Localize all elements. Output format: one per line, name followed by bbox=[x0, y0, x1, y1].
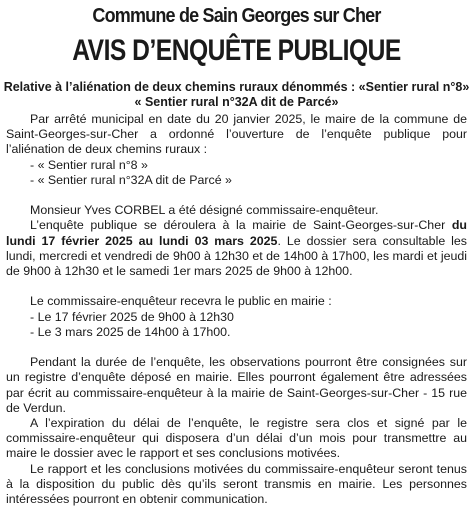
list-item: - Le 17 février 2025 de 9h00 à 12h30 bbox=[30, 309, 234, 324]
paragraph-reception: Le commissaire-enquêteur recevra le public en mairie : bbox=[30, 294, 332, 309]
notice-subject: Relative à l’aliénation de deux chemins ruraux dénommés : «Sentier rural n°8» « Sentier rural n°32A dit de Parcé» bbox=[3, 80, 470, 109]
paragraph-expiration: A l’expiration du délai de l’enquête, le registre sera clos et signé par le commissaire-enquêteur qui disposera d’un délai d’un mois pour transmettre au maire le dossier avec le rapport et ses conclusions motivées. bbox=[6, 416, 467, 461]
list-item: - « Sentier rural n°8 » bbox=[30, 157, 148, 172]
schedule-text-end: . Le dossier sera consultable les lundi, mercredi et vendredi de 9h00 à 12h30 et de 14h00 à 17h00, les mardi et jeudi de 9h00 à 12h30 et le samedi 1er mars 2025 de 9h00 à 12h00. bbox=[6, 233, 467, 279]
commune-name: Commune de Sain Georges sur Cher bbox=[92, 5, 381, 27]
paragraph-commissioner: Monsieur Yves CORBEL a été désigné commissaire-enquêteur. bbox=[30, 203, 379, 218]
schedule-dates: du lundi 17 février 2025 au lundi 03 mars 2025 bbox=[6, 218, 467, 248]
paragraph-decree: Par arrêté municipal en date du 20 janvier 2025, le maire de la commune de Saint-Georges-sur-Cher a ordonné l’ouverture de l’enquête publique pour l’aliénation de deux chemins ruraux : bbox=[6, 112, 467, 157]
notice-body bbox=[6, 112, 467, 507]
paragraph-schedule bbox=[6, 218, 467, 279]
notice-title: AVIS D’ENQUÊTE PUBLIQUE bbox=[72, 34, 401, 67]
paragraph-observations: Pendant la durée de l’enquête, les observations pourront être consignées sur un registre d’enquête déposé en mairie. Elles pourront également être adressées par écrit au commissaire-enquêteur à la mairie de Saint-Georges-sur-Cher - 15 rue de Verdun. bbox=[6, 355, 467, 415]
list-item: - « Sentier rural n°32A dit de Parcé » bbox=[30, 172, 232, 187]
list-item: - Le 3 mars 2025 de 14h00 à 17h00. bbox=[30, 324, 231, 339]
schedule-text: L’enquête publique se déroulera à la mairie de Saint-Georges-sur-Cher bbox=[30, 218, 446, 233]
paragraph-report: Le rapport et les conclusions motivées du commissaire-enquêteur seront tenus à la disposition du public dès qu’ils seront transmis en mairie. Les personnes intéressées pourront en obtenir communication. bbox=[6, 461, 467, 507]
